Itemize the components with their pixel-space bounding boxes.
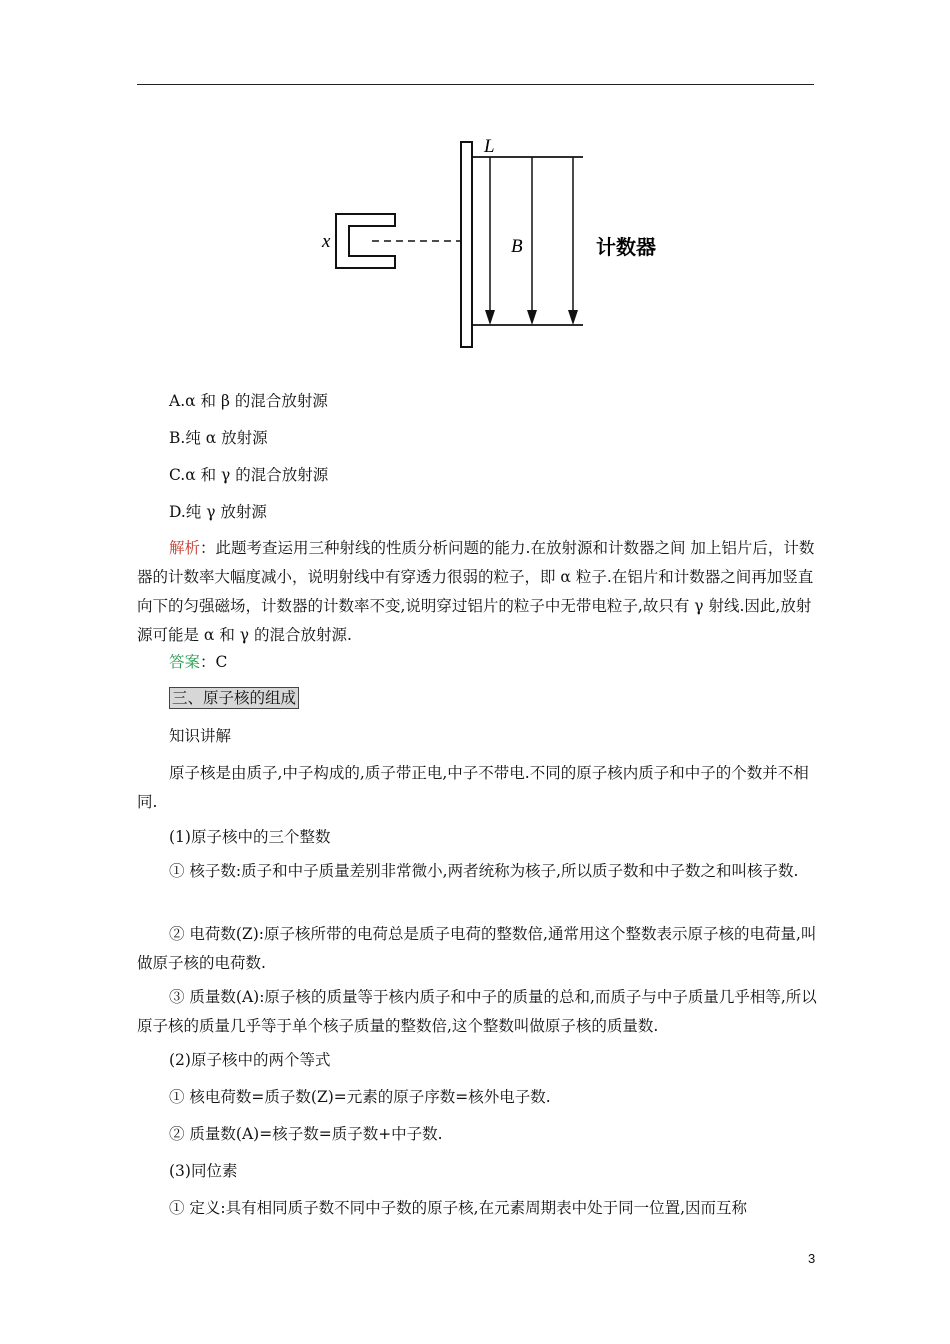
- source-label: x: [322, 231, 331, 252]
- answer-text: ：C: [200, 653, 228, 671]
- paragraph: (1)原子核中的三个整数: [169, 828, 331, 846]
- experiment-figure: [300, 130, 700, 360]
- paragraph: ② 电荷数(Z):原子核所带的电荷总是质子电荷的整数倍,通常用这个整数表示原子核的电荷量,叫做原子核的电荷数.: [137, 925, 817, 972]
- magnetic-field-arrows: [485, 157, 578, 325]
- paragraph: ② 质量数(A)=核子数=质子数+中子数.: [169, 1125, 443, 1143]
- counter-label: 计数器: [596, 235, 656, 259]
- option-b: B.纯 α 放射源: [169, 429, 268, 447]
- paragraph: (3)同位素: [169, 1162, 238, 1180]
- plate-label: L: [484, 136, 495, 157]
- option-c: C.α 和 γ 的混合放射源: [169, 466, 329, 484]
- option-a: A.α 和 β 的混合放射源: [169, 392, 328, 410]
- analysis-label: 解析: [169, 539, 201, 557]
- paragraph: (2)原子核中的两个等式: [169, 1051, 331, 1069]
- aluminum-plate: [461, 142, 472, 347]
- paragraph: 原子核是由质子,中子构成的,质子带正电,中子不带电.不同的原子核内质子和中子的个数并不相同.: [137, 764, 809, 811]
- analysis-paragraph: [137, 534, 817, 650]
- answer-label: 答案: [169, 653, 201, 671]
- paragraph: ① 核子数:质子和中子质量差别非常微小,两者统称为核子,所以质子数和中子数之和叫核子数.: [169, 862, 799, 880]
- paragraph: ① 核电荷数=质子数(Z)=元素的原子序数=核外电子数.: [169, 1088, 551, 1106]
- answer-line: [169, 650, 227, 672]
- field-label: B: [511, 236, 523, 257]
- subheading: 知识讲解: [169, 727, 232, 745]
- section-title: 三、原子核的组成: [169, 687, 299, 709]
- header-rule: [137, 84, 814, 85]
- option-d: D.纯 γ 放射源: [169, 503, 267, 521]
- page-number: 3: [808, 1251, 816, 1266]
- paragraph: ③ 质量数(A):原子核的质量等于核内质子和中子的质量的总和,而质子与中子质量几乎相等,所以原子核的质量几乎等于单个核子质量的整数倍,这个整数叫做原子核的质量数.: [137, 988, 817, 1035]
- paragraph: ① 定义:具有相同质子数不同中子数的原子核,在元素周期表中处于同一位置,因而互称: [169, 1199, 748, 1217]
- analysis-text: ：此题考查运用三种射线的性质分析问题的能力.在放射源和计数器之间 加上铝片后，计数器的计数率大幅度减小，说明射线中有穿透力很弱的粒子，即 α 粒子.在铝片和计数器之间再加竖直向下的匀强磁场，计数器的计数率不变,说明穿过铝片的粒子中无带电粒子,故只有 γ 射线.因此,放射源可能是 α 和 γ 的混合放射源.: [137, 539, 815, 644]
